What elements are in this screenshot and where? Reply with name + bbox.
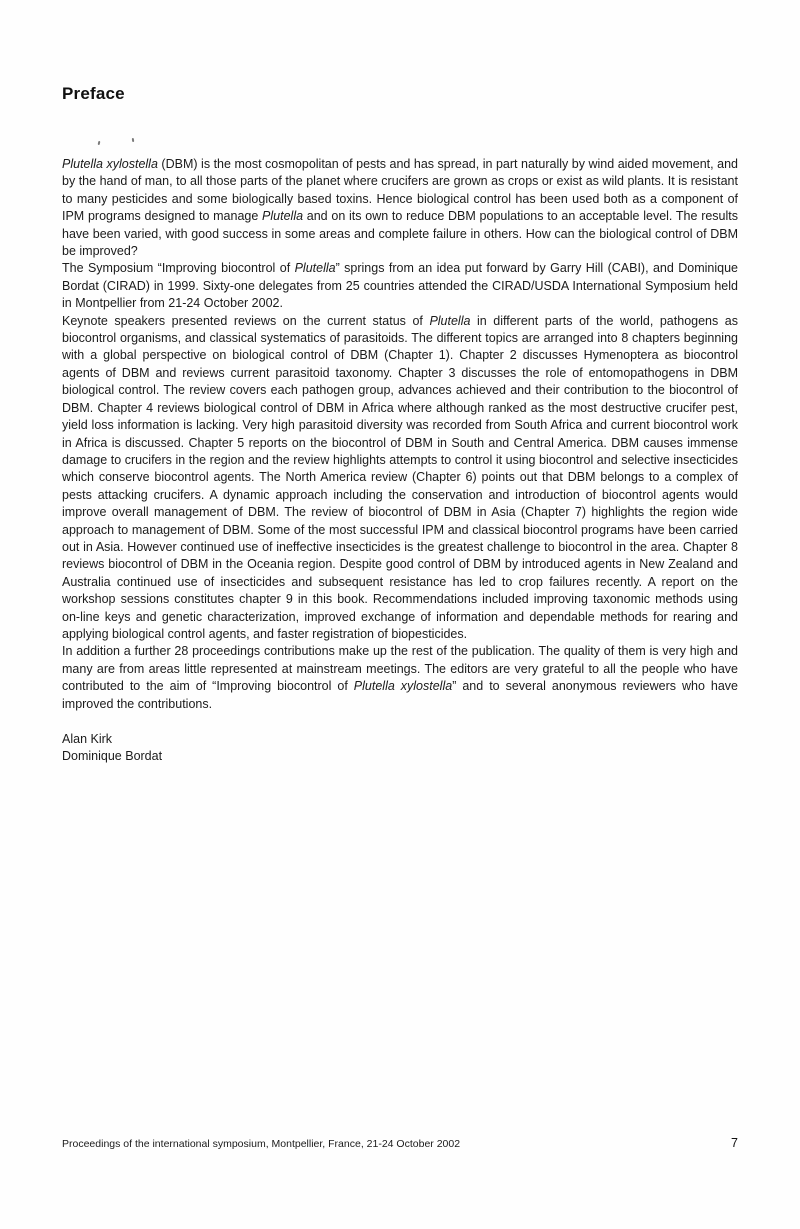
signature-line: Alan Kirk: [62, 732, 113, 746]
text-segment: (DBM) is the most cosmopolitan of pests and has spread, in part naturally by wind aided movement, and by the hand of man, to all those parts of the planet where crucifers are grown as crops or exist as wild plants. It is resistant to many pesticides and some biologically based toxins. Hence biological control has been used both as a component of IPM programs designed to manage: [62, 157, 738, 224]
italic-species-name: Plutella: [294, 261, 336, 276]
italic-species-name: Plutella: [429, 313, 471, 328]
text-segment: The Symposium “Improving biocontrol of: [62, 261, 295, 276]
preface-body: [62, 156, 738, 713]
page-title: Preface: [62, 84, 125, 103]
text-segment: Keynote speakers presented reviews on the current status of: [62, 313, 430, 328]
preface-content: [62, 84, 738, 766]
text-segment: ” springs from an idea put forward by Garry Hill (CABI), and Dominique Bordat (CIRAD) in 1999. Sixty-one delegates from 25 countries attended the CIRAD/USDA International Symposium held in Montpellier from 21-24 October 2002.: [62, 261, 738, 311]
italic-species-name: Plutella xylostella: [353, 679, 453, 694]
text-segment: and on its own to reduce DBM populations to an acceptable level. The results have been varied, with good success in some areas and complete failure in others. How can the biological control of DBM be improved?: [62, 209, 739, 259]
text-segment: In addition a further 28 proceedings contributions make up the rest of the publication. The quality of them is very high and many are from areas little represented at mainstream meetings. The editors are very grateful to all the people who have contributed to the aim of “Improving biocontrol of: [62, 644, 738, 694]
page-footer: [62, 1136, 738, 1150]
paragraph: [62, 313, 738, 644]
paragraph: [62, 643, 738, 713]
italic-species-name: Plutella: [262, 209, 304, 224]
text-segment: in different parts of the world, pathogens as biocontrol organisms, and classical systematics of parasitoids. The different topics are arranged into 8 chapters beginning with a global perspective on biological control of DBM (Chapter 1). Chapter 2 discusses Hymenoptera as biocontrol agents of DBM and reviews current parasitoid taxonomy. Chapter 3 discusses the role of entomopathogens in DBM biological control. The review covers each pathogen group, advances achieved and their contribution to the biocontrol of DBM. Chapter 4 reviews biological control of DBM in Africa where although ranked as the most destructive crucifer pest, yield loss information is lacking. Very high parasitoid diversity was recorded from South Africa and current biocontrol work in Africa is discussed. Chapter 5 reports on the biocontrol of DBM in South and Central America. DBM causes immense damage to crucifers in the region and the review highlights attempts to control it using biocontrol and selective insecticides which conserve biocontrol agents. The North America review (Chapter 6) points out that DBM belongs to a complex of pests attacking crucifers. A dynamic approach including the conservation and introduction of biocontrol agents would improve overall management of DBM. The review of biocontrol of DBM in Asia (Chapter 7) highlights the region wide approach to management of DBM. Some of the most successful IPM and classical biocontrol programs have been carried out in Asia. However continued use of ineffective insecticides is the greatest challenge to biocontrol in the area. Chapter 8 reviews biocontrol of DBM in the Oceania region. Despite good control of DBM by introduced agents in New Zealand and Australia continued use of insecticides and subsequent resistance has led to crop failures recently. A report on the workshop sessions constitutes chapter 9 in this book. Recommendations included improving taxonomic methods using on-line keys and genetic characterization, improved exchange of information and dependable methods for rearing and applying biological control agents, and faster registration of biopesticides.: [62, 313, 738, 641]
italic-species-name: Plutella xylostella: [62, 157, 158, 171]
paragraph: [62, 156, 738, 260]
paragraph: [62, 260, 738, 312]
signature-block: [62, 731, 738, 766]
text-segment: ” and to several anonymous reviewers who have improved the contributions.: [62, 679, 739, 711]
signature-line: Dominique Bordat: [62, 749, 163, 764]
page-number: 7: [731, 1136, 738, 1150]
footer-citation: Proceedings of the international symposium, Montpellier, France, 21-24 October 2002: [62, 1138, 461, 1150]
